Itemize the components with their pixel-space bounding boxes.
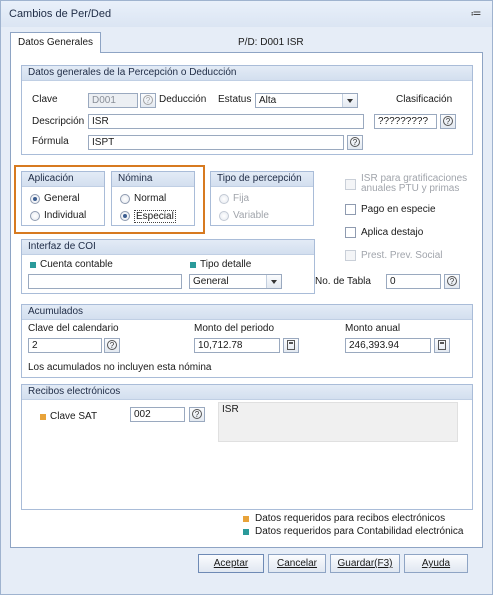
tabla-input[interactable]: 0 xyxy=(386,274,441,289)
calendario-help-button[interactable] xyxy=(104,338,120,353)
tabla-help-button[interactable] xyxy=(444,274,460,289)
aplica-destajo-checkbox[interactable] xyxy=(345,227,356,238)
recibos-header: Recibos electrónicos xyxy=(22,385,472,400)
clasificacion-help-button[interactable] xyxy=(440,114,456,129)
acumulados-note: Los acumulados no incluyen esta nómina xyxy=(28,362,212,373)
legend-contabilidad: Datos requeridos para Contabilidad electrónica xyxy=(255,526,464,537)
tab-strip xyxy=(10,32,483,52)
variable-label: Variable xyxy=(233,210,269,221)
help-icon: ? xyxy=(192,409,202,419)
fija-label: Fija xyxy=(233,193,250,204)
tipo-detalle-select[interactable] xyxy=(189,274,282,289)
main-panel xyxy=(10,52,483,548)
pd-label: P/D: D001 ISR xyxy=(238,37,304,48)
radio-fija[interactable] xyxy=(219,194,229,204)
clasificacion-label: Clasificación xyxy=(396,94,453,105)
radio-variable[interactable] xyxy=(219,211,229,221)
recibos-legend-icon xyxy=(243,516,249,522)
guardar-button[interactable]: Guardar(F3) xyxy=(330,554,400,573)
prest-prev-social-label: Prest. Prev. Social xyxy=(361,250,443,261)
title-bar xyxy=(1,1,492,27)
help-icon: ? xyxy=(443,116,453,126)
acumulados-group xyxy=(21,304,473,378)
clave-sat-input[interactable]: 002 xyxy=(130,407,185,422)
individual-label: Individual xyxy=(44,210,87,221)
isr-gratificaciones-checkbox[interactable] xyxy=(345,179,356,190)
tipo-detalle-value: General xyxy=(193,276,229,287)
normal-label: Normal xyxy=(134,193,167,204)
monto-periodo-input[interactable]: 10,712.78 xyxy=(194,338,280,353)
clave-calendario-label: Clave del calendario xyxy=(28,323,119,334)
isr-gratificaciones-label: ISR para gratificaciones anuales PTU y primas xyxy=(361,173,468,194)
especial-label: Especial xyxy=(136,211,174,222)
monto-periodo-calc-button[interactable] xyxy=(283,338,299,353)
clave-label: Clave xyxy=(32,94,58,105)
descripcion-label: Descripción xyxy=(32,116,85,127)
estatus-label: Estatus xyxy=(218,94,252,105)
close-icon[interactable]: ≔ xyxy=(470,8,482,20)
tipo-value: Deducción xyxy=(159,94,207,105)
aplicacion-header: Aplicación xyxy=(22,172,104,187)
clave-input[interactable]: D001 xyxy=(88,93,138,108)
acumulados-header: Acumulados xyxy=(22,305,472,320)
nomina-header: Nómina xyxy=(112,172,194,187)
highlight-frame xyxy=(14,165,205,234)
general-label: General xyxy=(44,193,80,204)
general-header: Datos generales de la Percepción o Deducción xyxy=(22,66,472,81)
calculator-icon xyxy=(287,340,295,350)
tab-datos-generales[interactable]: Datos Generales xyxy=(10,32,101,53)
monto-anual-calc-button[interactable] xyxy=(434,338,450,353)
formula-input[interactable]: ISPT xyxy=(88,135,344,150)
descripcion-input[interactable]: ISR xyxy=(88,114,364,129)
cuenta-input[interactable] xyxy=(28,274,182,289)
estatus-select[interactable] xyxy=(255,93,358,108)
tipo-percepcion-group xyxy=(210,171,314,226)
ayuda-button[interactable]: Ayuda xyxy=(404,554,468,573)
help-icon: ? xyxy=(143,95,153,105)
sat-description-box: ISR xyxy=(218,402,458,442)
monto-periodo-label: Monto del periodo xyxy=(194,323,275,334)
help-icon: ? xyxy=(447,276,457,286)
aplica-destajo-label: Aplica destajo xyxy=(361,227,424,238)
help-icon: ? xyxy=(350,137,360,147)
chevron-down-icon xyxy=(342,94,357,107)
contabilidad-legend-icon xyxy=(243,529,249,535)
window-title: Cambios de Per/Ded xyxy=(9,8,112,20)
clave-calendario-input[interactable]: 2 xyxy=(28,338,102,353)
contabilidad-marker-icon xyxy=(30,262,36,268)
aceptar-button[interactable]: Aceptar xyxy=(198,554,264,573)
recibos-marker-icon xyxy=(40,414,46,420)
clave-help-button[interactable] xyxy=(140,93,156,108)
clave-sat-help-button[interactable] xyxy=(189,407,205,422)
cancelar-button[interactable]: Cancelar xyxy=(268,554,326,573)
legend-recibos: Datos requeridos para recibos electrónicos xyxy=(255,513,446,524)
tipo-percepcion-header: Tipo de percepción xyxy=(211,172,313,187)
contabilidad-marker-icon xyxy=(190,262,196,268)
tipo-detalle-label: Tipo detalle xyxy=(200,259,252,270)
estatus-value: Alta xyxy=(259,95,277,106)
prest-prev-social-checkbox[interactable] xyxy=(345,250,356,261)
pago-especie-checkbox[interactable] xyxy=(345,204,356,215)
monto-anual-label: Monto anual xyxy=(345,323,401,334)
calculator-icon xyxy=(438,340,446,350)
recibos-group xyxy=(21,384,473,510)
tabla-label: No. de Tabla xyxy=(315,276,371,287)
chevron-down-icon xyxy=(266,275,281,288)
help-icon: ? xyxy=(107,340,117,350)
clasificacion-input[interactable]: ????????? xyxy=(374,114,437,129)
general-group xyxy=(21,65,473,155)
clave-sat-label: Clave SAT xyxy=(50,411,98,422)
coi-header: Interfaz de COI xyxy=(22,240,314,255)
formula-label: Fórmula xyxy=(32,136,69,147)
formula-help-button[interactable] xyxy=(347,135,363,150)
monto-anual-input[interactable]: 246,393.94 xyxy=(345,338,431,353)
coi-group xyxy=(21,239,315,294)
pago-especie-label: Pago en especie xyxy=(361,204,436,215)
cuenta-label: Cuenta contable xyxy=(40,259,113,270)
